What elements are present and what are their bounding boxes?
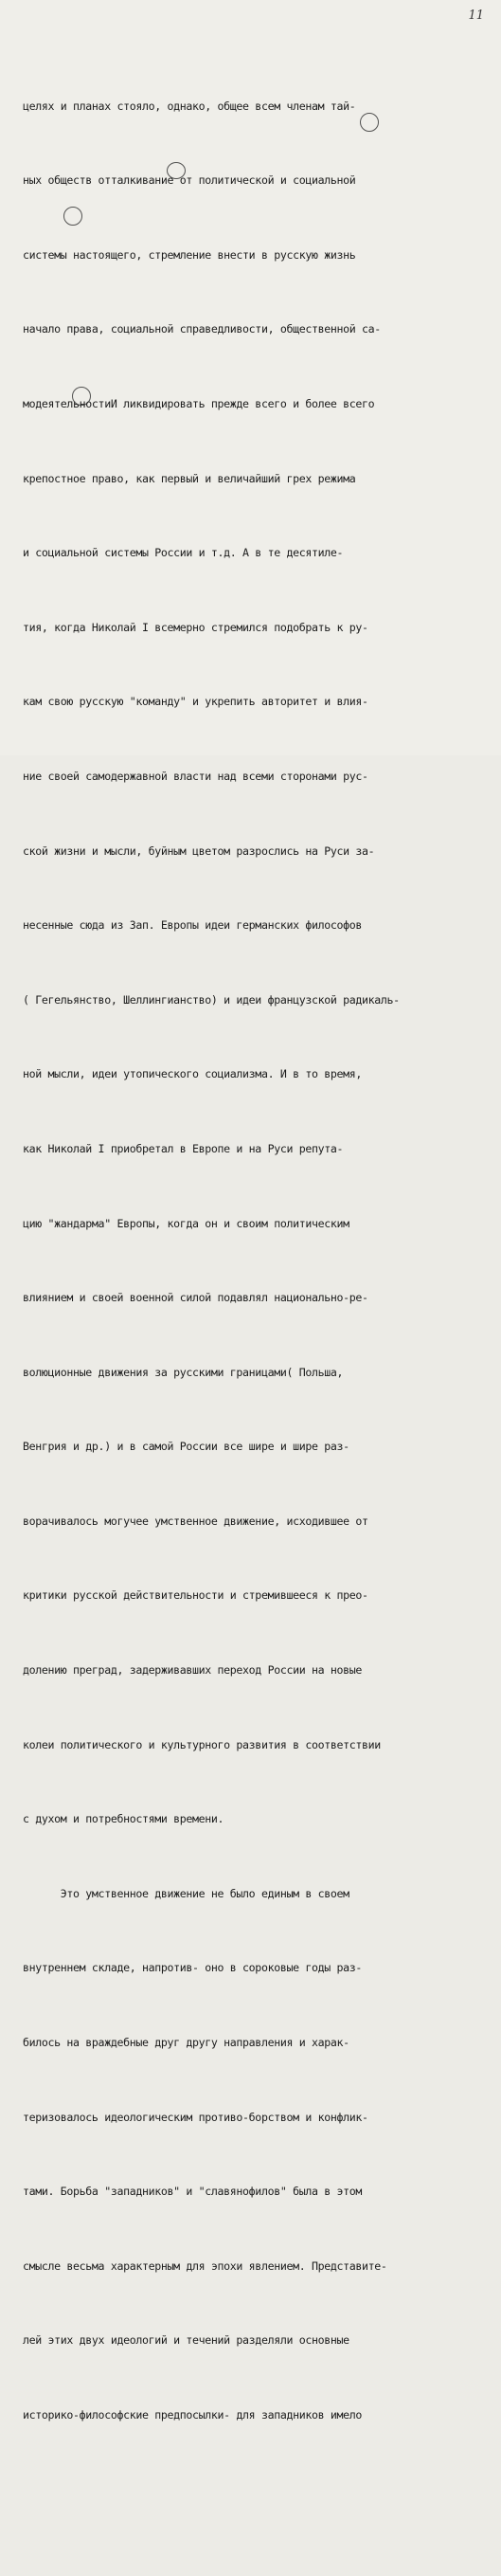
text-line: и социальной системы России и т.д. А в те десятиле- [23, 546, 344, 560]
text-line: ворачивалось могучее умственное движение, исходившее от [23, 1514, 368, 1528]
text-line: ных обществ отталкивание от политической и социальной [23, 173, 356, 188]
text-line: несенные сюда из Зап. Европы идеи германских философов [23, 918, 363, 933]
text-line: как Николай I приобретал в Европе и на Руси репута- [23, 1141, 344, 1155]
text-line: крепостное право, как первый и величайший грех режима [23, 471, 356, 485]
text-line: модеятельностиИ ликвидировать прежде всего и более всего [23, 396, 375, 410]
text-line: лей этих двух идеологий и течений разделяли основные [23, 2333, 349, 2348]
text-line: цию "жандарма" Европы, когда он и своим политическим [23, 1216, 349, 1230]
text-line: билось на враждебные друг другу направления и харак- [23, 2036, 349, 2050]
text-line: внутреннем складе, напротив- оно в сороковые годы раз- [23, 1961, 363, 1975]
text-line: ной мысли, идеи утопического социализма. И в то время, [23, 1067, 363, 1081]
text-line: колеи политического и культурного развития в соответствии [23, 1737, 381, 1751]
text-line: влиянием и своей военной силой подавлял национально-ре- [23, 1291, 368, 1305]
text-line: с духом и потребностями времени. [23, 1812, 224, 1826]
text-line: долению преград, задерживавших переход России на новые [23, 1663, 363, 1678]
text-line: волюционные движения за русскими границами( Польша, [23, 1365, 344, 1379]
text-line: Венгрия и др.) и в самой России все шире и шире раз- [23, 1440, 349, 1454]
text-line: ние своей самодержавной власти над всеми сторонами рус- [23, 769, 368, 783]
text-line: критики русской действительности и стремившееся к прео- [23, 1588, 368, 1603]
text-line: ( Гегельянство, Шеллингианство) и идеи французской радикаль- [23, 992, 400, 1007]
text-line: кам свою русскую "команду" и укрепить авторитет и влия- [23, 695, 368, 709]
text-line: теризовалось идеологическим противо-борством и конфлик- [23, 2110, 368, 2124]
text-line: начало права, социальной справедливости, общественной са- [23, 322, 381, 336]
text-line: системы настоящего, стремление внести в русскую жизнь [23, 247, 356, 262]
text-line: ской жизни и мысли, буйным цветом разрослись на Руси за- [23, 844, 375, 858]
text-line: смысле весьма характерным для эпохи явлением. Представите- [23, 2259, 387, 2273]
pencil-circle-mark [63, 207, 82, 226]
page-number: 11 [468, 9, 484, 23]
text-line: тия, когда Николай I всемерно стремился подобрать к ру- [23, 620, 368, 634]
text-line: целях и планах стояло, однако, общее всем членам тай- [23, 99, 356, 113]
text-line: историко-философские предпосылки- для западников имело [23, 2408, 363, 2422]
text-line: Это умственное движение не было единым в своем [23, 1886, 349, 1900]
text-line: тами. Борьба "западников" и "славянофилов" была в этом [23, 2185, 363, 2199]
